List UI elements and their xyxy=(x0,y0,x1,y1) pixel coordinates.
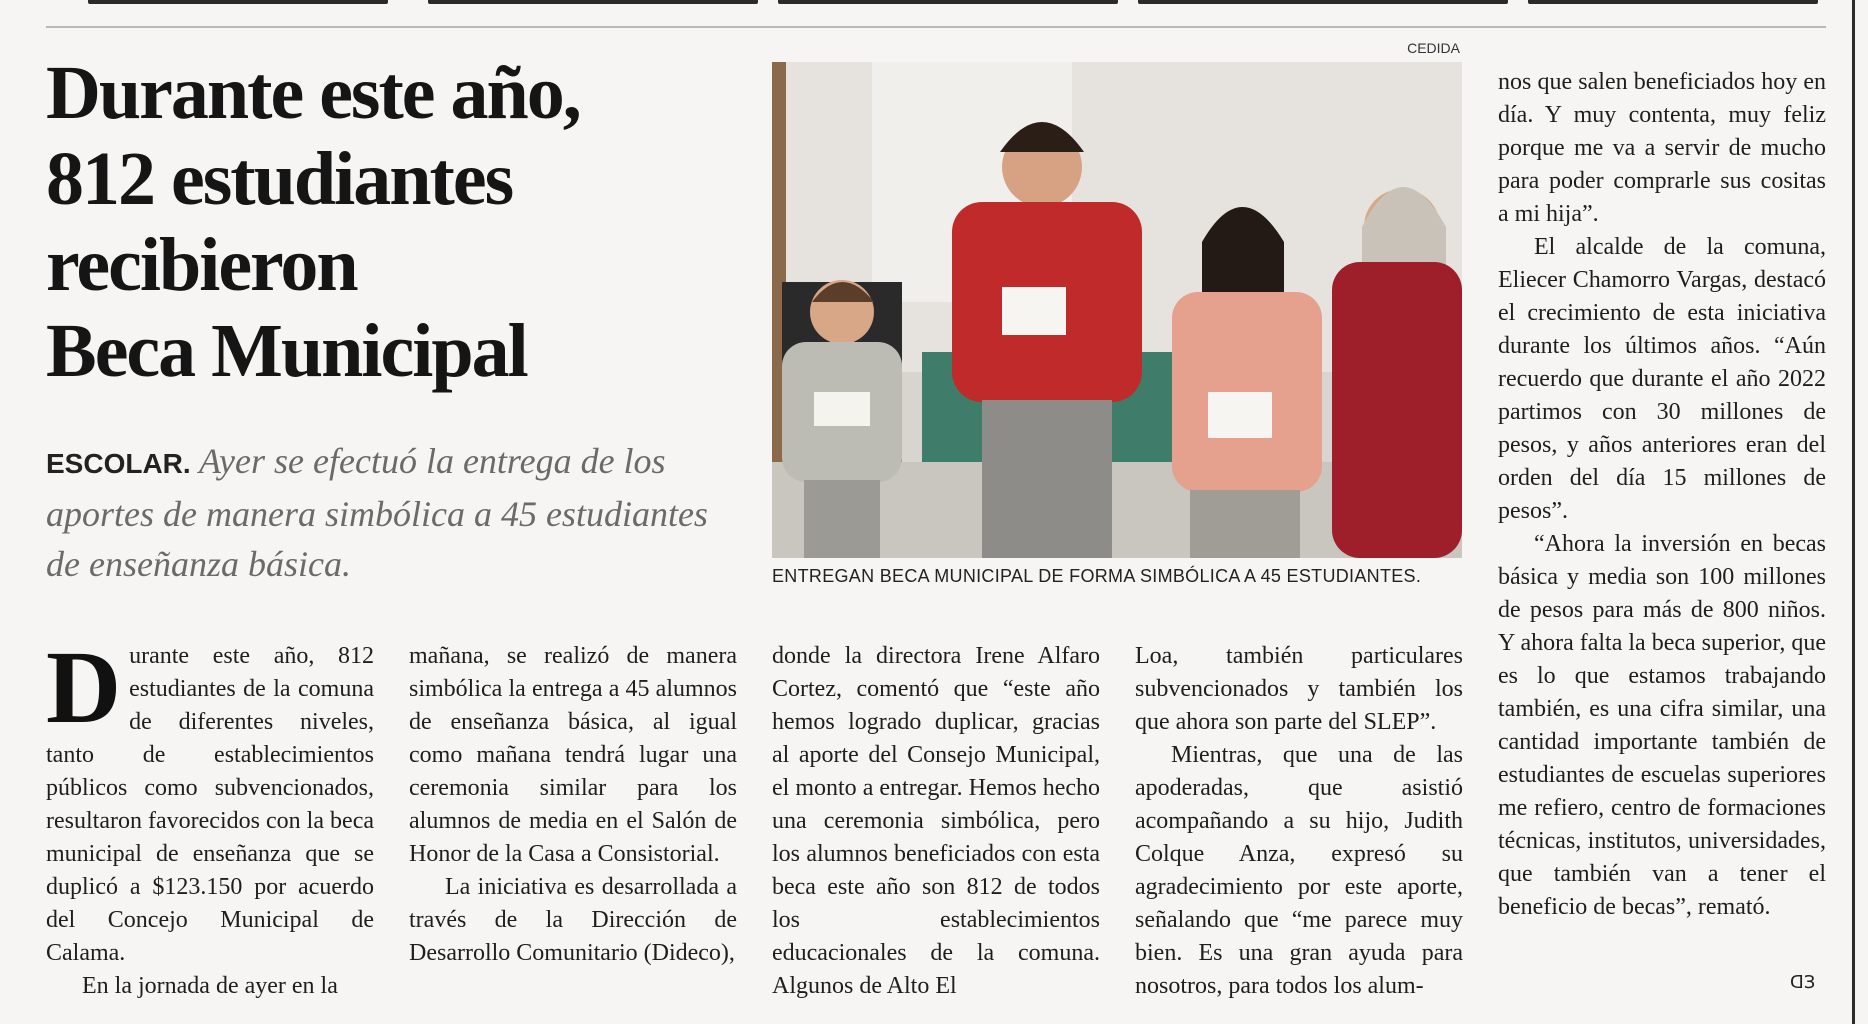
paragraph: mañana, se realizó de manera simbólica la entrega a 45 alumnos de enseñanza básica, al igual como mañana tendrá lugar una ceremonia similar para los alumnos de media en el Salón de Honor de la Casa a Consistorial. xyxy=(409,643,737,867)
section-divider xyxy=(46,26,1826,28)
lead-text: Ayer se efectuó la entrega de los aportes de manera simbólica a 45 estudiantes de enseñanza básica. xyxy=(46,441,708,584)
paragraph: donde la directora Irene Alfaro Cortez, comentó que “este año hemos logrado duplicar, gracias al aporte del Consejo Municipal, el monto a entregar. Hemos hecho una ceremonia simbólica, pero los alumnos beneficiados con esta beca este año son 812 de todos los establecimientos educacionales de la comuna. Algunos de Alto El xyxy=(772,643,1100,999)
body-column-1 xyxy=(46,630,374,1003)
body-column-4 xyxy=(1135,640,1463,1003)
lead-paragraph xyxy=(46,436,726,589)
body-column-3 xyxy=(772,640,1100,1003)
headline-line: Durante este año, xyxy=(46,51,580,135)
photo-caption: ENTREGAN BECA MUNICIPAL DE FORMA SIMBÓLICA A 45 ESTUDIANTES. xyxy=(772,566,1422,586)
paragraph: urante este año, 812 estudiantes de la comuna de diferentes niveles, tanto de establecimientos públicos como subvencionados, resultaron favorecidos con la beca municipal de enseñanza que se duplicó a $123.150 por acuerdo del Concejo Municipal de Calama. xyxy=(46,643,374,966)
paragraph: “Ahora la inversión en becas básica y media son 100 millones de pesos para más de 800 niños. Y ahora falta la beca superior, que es lo que estamos trabajando también, es una cifra similar, una cantidad importante también de estudiantes de escuelas superiores me refiero, centro de formaciones técnicas, institutos, universidades, que también van a tener el beneficio de becas”, remató. xyxy=(1498,531,1826,920)
section-kicker: ESCOLAR. xyxy=(46,448,191,479)
news-photo xyxy=(772,62,1462,558)
headline xyxy=(46,50,766,394)
paragraph: Loa, también particulares subvencionados y también los que ahora son parte del SLEP”. xyxy=(1135,643,1463,735)
paragraph: La iniciativa es desarrollada a través de la Dirección de Desarrollo Comunitario (Dideco), xyxy=(409,874,737,966)
paragraph: nos que salen beneficiados hoy en día. Y muy contenta, muy feliz porque me va a servir de mucho para poder comprarle sus cositas a mi hija”. xyxy=(1498,69,1826,227)
paragraph: El alcalde de la comuna, Eliecer Chamorro Vargas, destacó el crecimiento de esta iniciativa durante los últimos años. “Aún recuerdo que durante el año 2022 partimos con 30 millones de pesos, y años anteriores eran del orden del día 15 millones de pesos”. xyxy=(1498,234,1826,524)
headline-line: Beca Municipal xyxy=(46,309,527,393)
page-fold-edge xyxy=(1852,0,1855,1024)
body-column-2 xyxy=(409,640,737,970)
drop-cap: D xyxy=(46,630,122,745)
photo-credit: CEDIDA xyxy=(1407,40,1460,56)
headline-line: 812 estudiantes xyxy=(46,137,513,221)
article-end-mark-icon: ᗡЗ xyxy=(1790,972,1816,993)
paragraph: En la jornada de ayer en la xyxy=(82,973,338,999)
previous-article-cut-text xyxy=(48,0,1828,6)
body-column-5 xyxy=(1498,66,1826,924)
students-receiving-scholarship-illustration xyxy=(772,62,1462,558)
paragraph: Mientras, que una de las apoderadas, que asistió acompañando a su hijo, Judith Colque Anza, expresó su agradecimiento por este aporte, señalando que “me parece muy bien. Es una gran ayuda para nosotros, para todos los alum- xyxy=(1135,742,1463,999)
headline-line: recibieron xyxy=(46,223,357,307)
